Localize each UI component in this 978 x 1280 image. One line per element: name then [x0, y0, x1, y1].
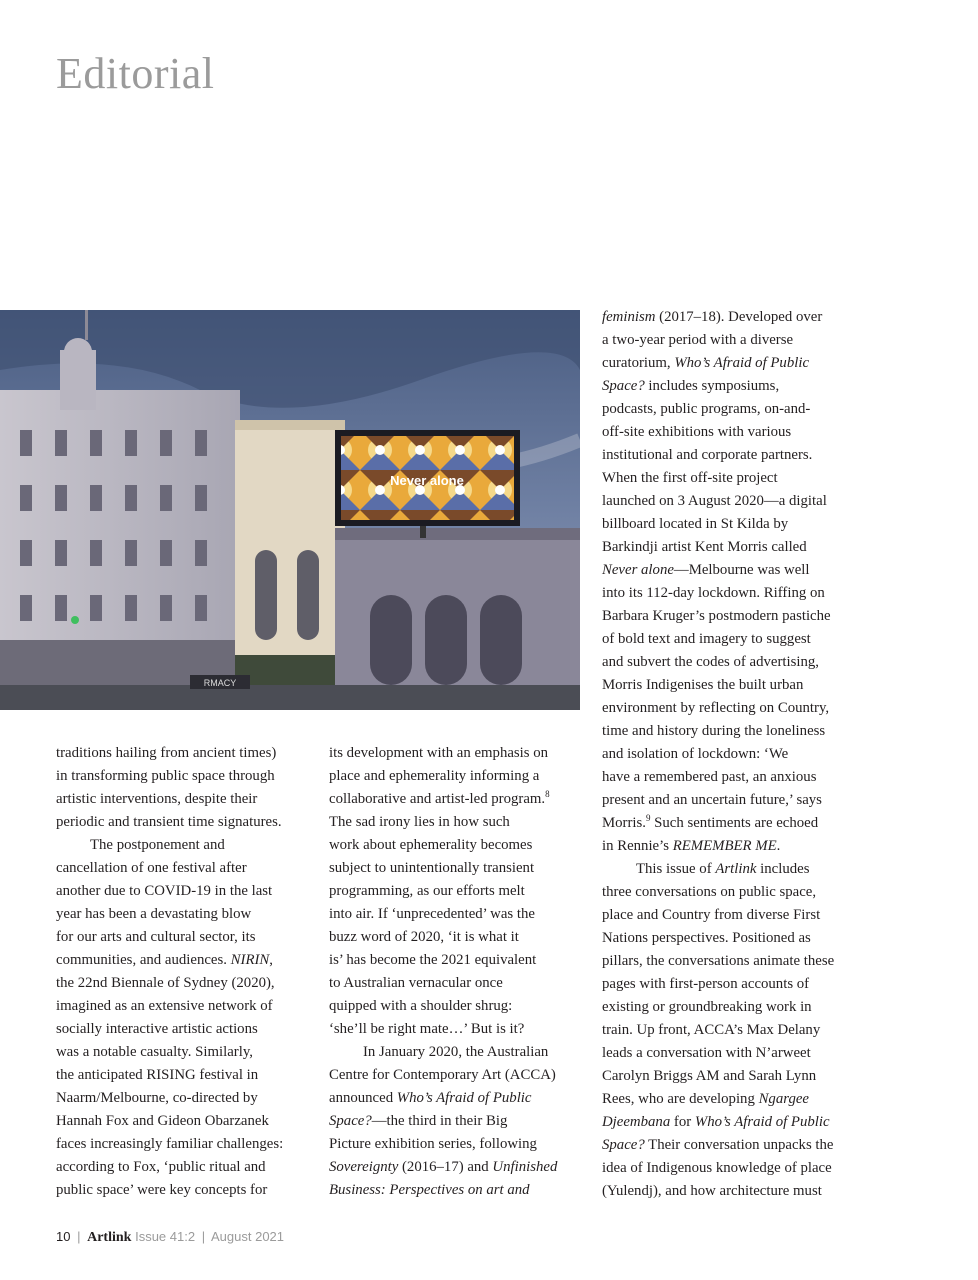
text-line: announced Who’s Afraid of Public: [329, 1090, 532, 1106]
text-line: podcasts, public programs, on-and-: [602, 401, 811, 417]
text-line: Nations perspectives. Positioned as: [602, 930, 811, 946]
pharmacy-sign: RMACY: [203, 678, 237, 688]
text-line: a two-year period with a diverse: [602, 332, 794, 348]
text-line: its development with an emphasis on: [329, 745, 549, 761]
text-line: public space’ were key concepts for: [56, 1182, 268, 1198]
text-line: Space?—the third in their Big: [329, 1113, 508, 1129]
text-line: three conversations on public space,: [602, 884, 817, 900]
text-line: Morris.$^9$ Such sentiments are echoed: [602, 813, 819, 831]
text-line: Barbara Kruger’s postmodern pastiche: [602, 608, 831, 624]
text-line: launched on 3 August 2020—a digital: [602, 493, 827, 509]
text-line: work about ephemerality becomes: [329, 837, 533, 853]
text-line: imagined as an extensive network of: [56, 998, 273, 1014]
text-line: Rees, who are developing Ngargee: [602, 1091, 809, 1107]
text-line: institutional and corporate partners.: [602, 447, 813, 463]
text-line: in Rennie’s REMEMBER ME.: [602, 838, 781, 854]
text-line: pages with first-person accounts of: [602, 976, 810, 992]
text-line: traditions hailing from ancient times): [56, 745, 277, 761]
text-line: When the first off-site project: [602, 470, 778, 486]
page-footer: [56, 1229, 284, 1246]
text-line: (Yulendj), and how architecture must: [602, 1183, 822, 1199]
text-line: socially interactive artistic actions: [56, 1021, 258, 1037]
text-line: billboard located in St Kilda by: [602, 516, 789, 532]
text-line: This issue of Artlink includes: [636, 861, 810, 877]
text-line: Hannah Fox and Gideon Obarzanek: [56, 1113, 269, 1129]
text-line: present and an uncertain future,’ says: [602, 792, 822, 808]
footnote-ref: 8: [545, 789, 550, 800]
text-line: Morris Indigenises the built urban: [602, 677, 804, 693]
text-line: the 22nd Biennale of Sydney (2020),: [56, 975, 275, 991]
section-title: Editorial: [56, 49, 215, 98]
footer-separator: |: [77, 1229, 81, 1244]
text-column-3: [602, 306, 864, 1203]
text-line: according to Fox, ‘public ritual and: [56, 1159, 266, 1175]
text-line: is’ has become the 2021 equivalent: [329, 952, 537, 968]
text-line: subject to unintentionally transient: [329, 860, 535, 876]
issue-date: August 2021: [211, 1229, 285, 1244]
text-line: collaborative and artist-led program.$^8$: [329, 789, 550, 807]
text-line: and isolation of lockdown: ‘We: [602, 746, 789, 762]
text-line: year has been a devastating blow: [56, 906, 252, 922]
text-line: place and Country from diverse First: [602, 907, 821, 923]
text-line: to Australian vernacular once: [329, 975, 503, 991]
text-line: into its 112-day lockdown. Riffing on: [602, 585, 825, 601]
billboard-photo: [0, 310, 580, 710]
text-line: ‘she’ll be right mate…’ But is it?: [329, 1021, 525, 1037]
text-line: leads a conversation with N’arweet: [602, 1045, 811, 1061]
billboard-text: Never alone: [390, 473, 464, 488]
text-line: idea of Indigenous knowledge of place: [602, 1160, 832, 1176]
text-line: programming, as our efforts melt: [329, 883, 525, 899]
text-line: communities, and audiences. NIRIN,: [56, 952, 273, 968]
text-line: periodic and transient time signatures.: [56, 814, 282, 830]
text-line: Centre for Contemporary Art (ACCA): [329, 1067, 556, 1083]
text-line: In January 2020, the Australian: [363, 1044, 549, 1060]
magazine-name: Artlink: [87, 1230, 132, 1245]
text-line: Space? includes symposiums,: [602, 378, 780, 394]
text-line: place and ephemerality informing a: [329, 768, 540, 784]
text-line: another due to COVID-19 in the last: [56, 883, 273, 899]
text-line: of bold text and imagery to suggest: [602, 631, 811, 647]
page-number: 10: [56, 1229, 71, 1244]
text-line: was a notable casualty. Similarly,: [56, 1044, 253, 1060]
text-line: and subvert the codes of advertising,: [602, 654, 819, 670]
text-line: have a remembered past, an anxious: [602, 769, 817, 785]
text-column-2: [329, 742, 591, 1202]
text-line: quipped with a shoulder shrug:: [329, 998, 513, 1014]
text-line: environment by reflecting on Country,: [602, 700, 830, 716]
text-line: in transforming public space through: [56, 768, 275, 784]
footnote-ref: 9: [645, 813, 651, 824]
text-line: pillars, the conversations animate these: [602, 953, 835, 969]
text-line: feminism (2017–18). Developed over: [602, 309, 823, 325]
text-line: Space? Their conversation unpacks the: [602, 1137, 834, 1153]
text-line: curatorium, Who’s Afraid of Public: [602, 355, 810, 371]
footer-separator: |: [201, 1229, 206, 1244]
text-line: Business: Perspectives on art and: [329, 1182, 530, 1198]
text-line: for our arts and cultural sector, its: [56, 929, 256, 945]
text-line: time and history during the loneliness: [602, 723, 826, 739]
text-line: artistic interventions, despite their: [56, 791, 258, 807]
text-line: Never alone—Melbourne was well: [602, 562, 810, 578]
text-line: The postponement and: [90, 837, 225, 853]
text-line: buzz word of 2020, ‘it is what it: [329, 929, 519, 945]
text-line: Picture exhibition series, following: [329, 1136, 537, 1152]
text-column-1: [56, 742, 318, 1202]
text-line: Sovereignty (2016–17) and Unfinished: [329, 1159, 558, 1175]
text-line: faces increasingly familiar challenges:: [56, 1136, 284, 1152]
text-line: cancellation of one festival after: [56, 860, 247, 876]
text-line: the anticipated RISING festival in: [56, 1067, 259, 1083]
text-line: Naarm/Melbourne, co-directed by: [56, 1090, 258, 1106]
text-line: Barkindji artist Kent Morris called: [602, 539, 807, 555]
text-line: existing or groundbreaking work in: [602, 999, 812, 1015]
text-line: train. Up front, ACCA’s Max Delany: [602, 1022, 821, 1038]
text-line: The sad irony lies in how such: [329, 814, 510, 830]
text-line: into air. If ‘unprecedented’ was the: [329, 906, 535, 922]
text-line: off-site exhibitions with various: [602, 424, 792, 440]
text-line: Carolyn Briggs AM and Sarah Lynn: [602, 1068, 817, 1084]
text-line: Djeembana for Who’s Afraid of Public: [602, 1114, 830, 1130]
issue-number: Issue 41:2: [135, 1229, 196, 1244]
